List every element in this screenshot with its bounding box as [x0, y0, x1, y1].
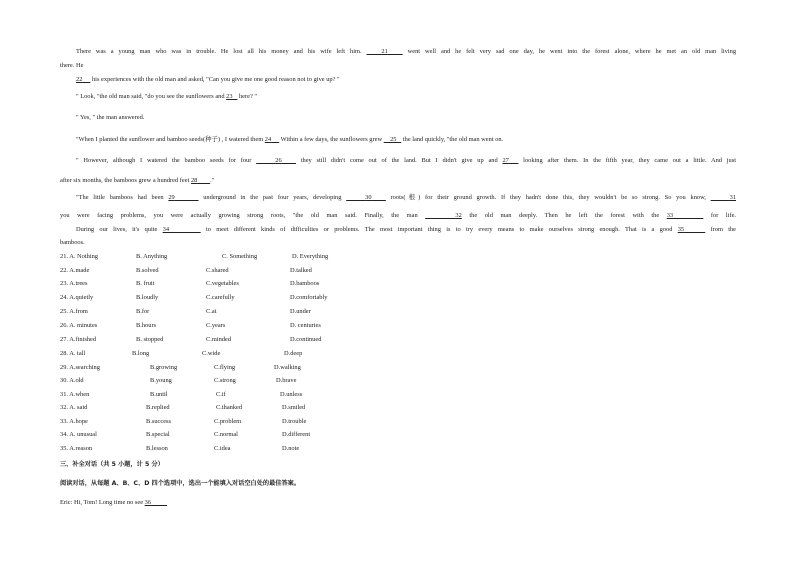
option-c: C.flying	[214, 364, 236, 371]
blank-23: 23	[226, 93, 233, 100]
option-b: B.long	[132, 350, 150, 357]
option-a: 29. A.searching	[60, 364, 100, 371]
blank-31: 31	[729, 194, 737, 201]
option-c: C.at	[206, 308, 217, 315]
option-b: B.young	[150, 377, 172, 384]
passage-line: you were facing problems, you were actually growing strong roots, "the old man said. Finally, the man 32 the old man deeply. Then he left the forest with the 33 for life.	[60, 212, 736, 219]
passage-line: after six months, the bamboos grew a hundred feet 28 ."	[60, 177, 215, 184]
option-d: D.brave	[276, 377, 297, 384]
option-d: D.talked	[290, 267, 312, 274]
passage-line: there. He	[60, 62, 84, 69]
option-b: B. Anything	[136, 253, 168, 260]
blank-27: 27	[502, 157, 509, 164]
option-b: B.loudly	[136, 294, 159, 301]
option-d: D.trouble	[282, 418, 307, 425]
option-c: C.normal	[214, 431, 238, 438]
blank-29: 29	[168, 194, 175, 201]
option-c: C.strong	[214, 377, 236, 384]
blank-36: 36	[144, 499, 152, 506]
blank-34: 34	[162, 226, 170, 233]
passage-line: 22 his experiences with the old man and asked, "Can you give me one good reason not to give up? "	[76, 76, 340, 83]
option-c: C.idea	[214, 445, 231, 452]
option-a: 34. A. unusual	[60, 431, 97, 438]
option-c: C.vegetables	[206, 280, 239, 287]
option-a: 32. A. said	[60, 404, 88, 411]
option-d: D.bamboos	[290, 280, 320, 287]
option-c: C.if	[216, 391, 226, 398]
option-b: B. stopped	[136, 336, 164, 343]
option-d: D. centuries	[290, 322, 321, 329]
blank-35: 35	[677, 226, 685, 233]
option-b: B.hours	[136, 322, 157, 329]
option-d: D. Everything	[292, 253, 329, 260]
option-a: 28. A. tall	[60, 350, 86, 357]
option-c: C.minded	[206, 336, 232, 343]
blank-24: 24	[264, 136, 272, 143]
option-d: D.deep	[284, 350, 303, 357]
option-c: C.wide	[202, 350, 221, 357]
option-a: 24. A.quietly	[60, 294, 94, 301]
option-c: C.thanked	[216, 404, 243, 411]
option-b: B.lesson	[146, 445, 168, 452]
option-a: 25. A.from	[60, 308, 88, 315]
option-a: 23. A.trees	[60, 280, 88, 287]
option-a: 26. A. minutes	[60, 322, 98, 329]
option-b: B.growing	[150, 364, 178, 371]
option-b: B.success	[146, 418, 172, 425]
option-a: 21. A. Nothing	[60, 253, 98, 260]
passage-line: " However, although I watered the bamboo seeds for four 26 they still didn't come out of the land. But I didn't give up and 27 looking after them. In the fifth year, they came out a little. And just	[76, 157, 736, 164]
passage-line: " Look, "the old man said, "do you see the sunflowers and 23 here? "	[76, 93, 257, 100]
option-a: 30. A.old	[60, 377, 84, 384]
dialogue-line: Eric: Hi, Tom! Long time no see 36	[60, 499, 736, 507]
blank-32: 32	[455, 212, 462, 219]
option-c: C.problem	[214, 418, 242, 425]
option-a: 31. A.when	[60, 391, 90, 398]
blank-33: 33	[666, 212, 674, 219]
blank-21: 21	[381, 48, 388, 55]
option-c: C.years	[206, 322, 226, 329]
blank-28: 28	[190, 177, 198, 184]
section-instruction: 阅读对话，从每题 A、B、C、D 四个选项中，选出一个能填入对话空白处的最佳答案。	[60, 480, 301, 487]
option-b: B.replied	[146, 404, 170, 411]
option-d: D.smiled	[282, 404, 306, 411]
option-a: 22. A.made	[60, 267, 90, 274]
blank-25: 25	[390, 136, 397, 143]
option-d: D.note	[282, 445, 300, 452]
blank-22: 22	[76, 76, 83, 83]
option-a: 27. A.finished	[60, 336, 97, 343]
option-a: 35. A.reason	[60, 445, 93, 452]
blank-30: 30	[365, 194, 372, 201]
option-d: D.continued	[290, 336, 322, 343]
option-c: C.carefully	[206, 294, 235, 301]
passage-line: bamboos.	[60, 239, 85, 246]
option-b: B.special	[146, 431, 170, 438]
section-heading: 三、补全对话（共 5 小题，计 5 分）	[60, 461, 164, 468]
option-d: D.comfortably	[290, 294, 328, 301]
option-b: B.solved	[136, 267, 159, 274]
option-d: D.under	[290, 308, 311, 315]
option-a: 33. A.hope	[60, 418, 88, 425]
blank-26: 26	[275, 157, 282, 164]
passage-line: There was a young man who was in trouble. He lost all his money and his wife left him. 21 went well and he felt very sad one day, he went into the forest alone, where he met an old man living	[76, 48, 737, 55]
option-d: D.different	[282, 431, 311, 438]
option-b: B.until	[150, 391, 168, 398]
option-d: D.walking	[274, 364, 301, 371]
option-b: B. fruit	[136, 280, 155, 287]
passage-line: "When I planted the sunflower and bamboo seeds(种子) , I watered them 24 Within a few days, the sunflowers grew 25 the land quickly, "the old man went on.	[76, 136, 504, 143]
option-b: B.for	[136, 308, 150, 315]
option-c: C. Something	[222, 253, 258, 260]
option-d: D.unless	[280, 391, 303, 398]
passage-line: "The little bamboos had been 29 underground in the past four years, developing 30 roots(根) for their ground growth. If they hadn't done this, they wouldn't be so strong. So you know, 31	[76, 194, 737, 201]
option-c: C.shared	[206, 267, 229, 274]
passage-line: During our lives, it's quite 34 to meet different kinds of difficulties or problems. The most important thing is to try every means to make ourselves strong enough. That is a good 35 from the	[76, 226, 737, 233]
passage-line: " Yes, " the man answered.	[76, 114, 145, 121]
